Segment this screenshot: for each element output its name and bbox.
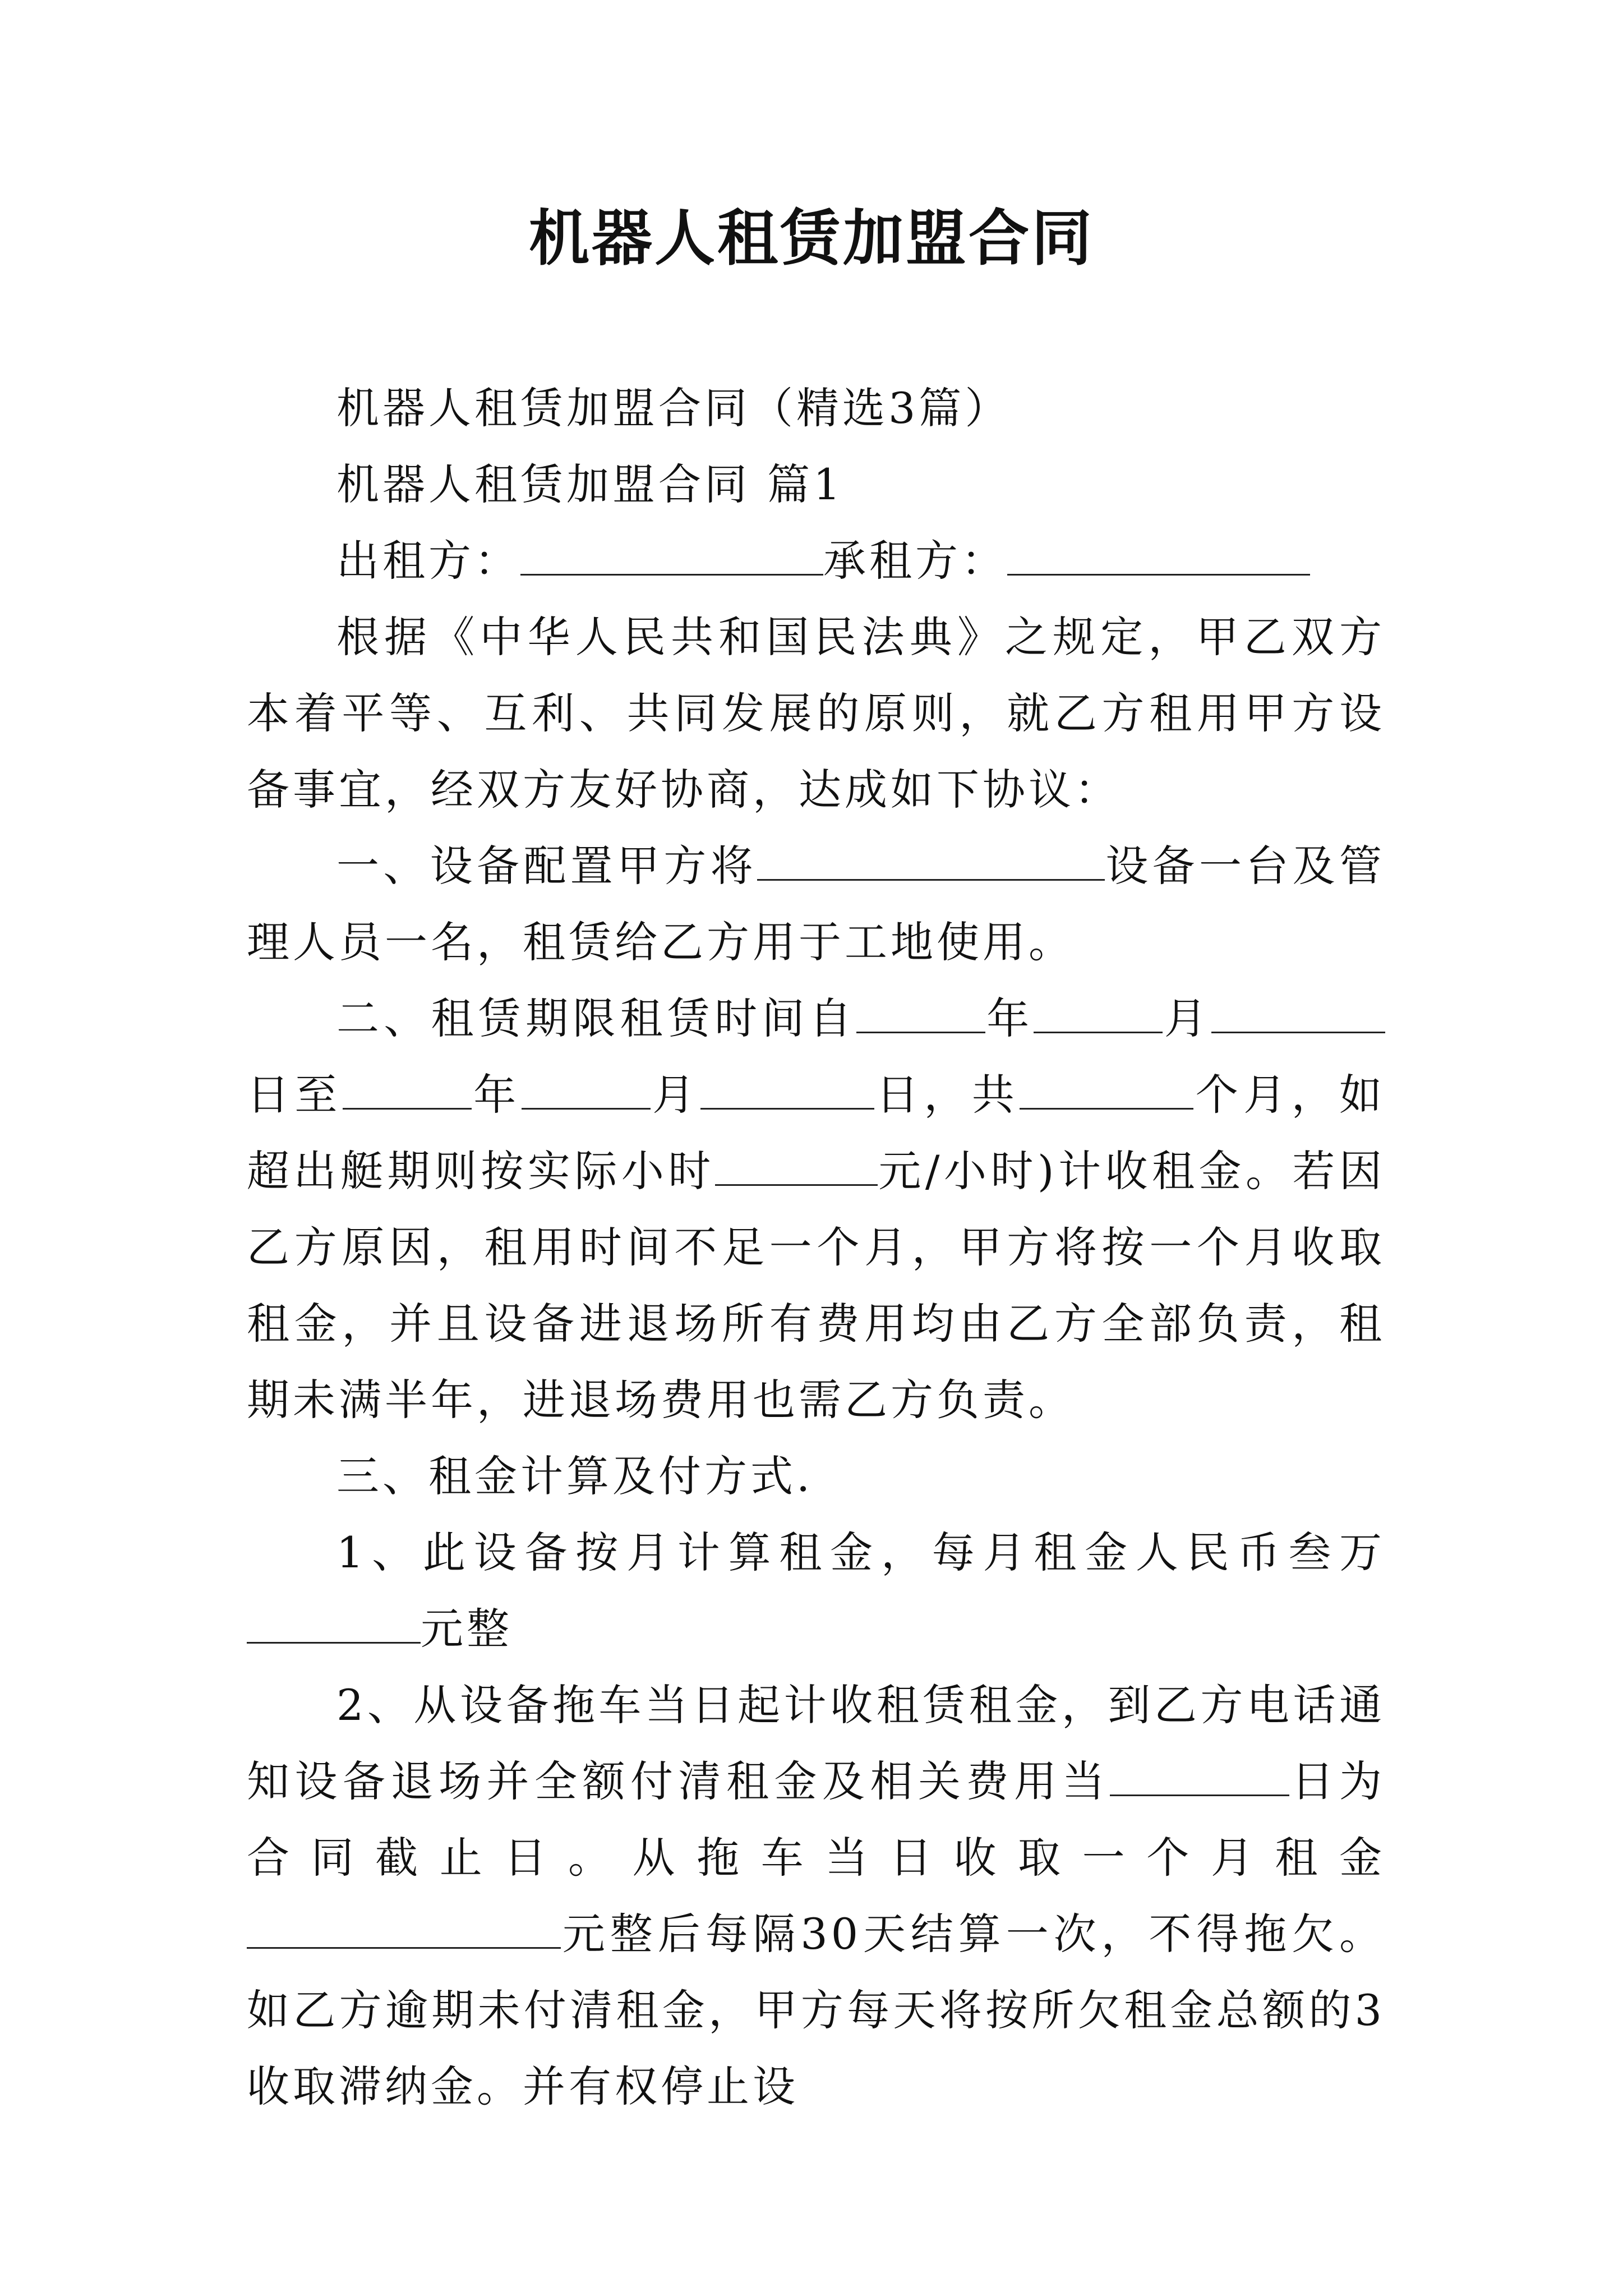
- clause-lease-term: 二、租赁期限租赁时间自 年 月日至 年 月 日，共 个月，如超出艇期则按实际小时 元/小时)计收租金。若因乙方原因，租用时间不足一个月，甲方将按一个月收取租金，并且设备进退场所有费用均由乙方全部负责，租期未满半年，进退场费用也需乙方负责。: [247, 993, 1386, 1425]
- first-rent-blank: [247, 1910, 561, 1949]
- total-months-blank: [1020, 1071, 1193, 1110]
- lessor-blank: [520, 537, 823, 576]
- start-day-blank: [1211, 995, 1385, 1033]
- document-body: [247, 370, 1385, 2125]
- end-year-blank: [343, 1071, 472, 1110]
- lessor-label: 出租方：: [336, 536, 520, 586]
- lessee-blank: [1007, 537, 1310, 576]
- clause-payment-heading: 三、租金计算及付方式.: [336, 1451, 814, 1501]
- monthly-rent-blank: [247, 1605, 421, 1644]
- hourly-rate-blank: [715, 1147, 878, 1186]
- equipment-blank: [757, 842, 1105, 881]
- preamble-paragraph: 根据《中华人民共和国民法典》之规定，甲乙双方本着平等、互利、共同发展的原则，就乙方租用甲方设备事宜，经双方友好协商，达成如下协议：: [247, 612, 1385, 815]
- document-title: 机器人租赁加盟合同: [528, 203, 1094, 274]
- clause-payment-item-2: 2、从设备拖车当日起计收租赁租金，到乙方电话通知设备退场并全额付清租金及相关费用当 日为合同截止日。从拖车当日收取一个月租金元整后每隔30天结算一次，不得拖欠。如乙方逾期未付清租金，甲方每天将按所欠租金总额的3收取滞纳金。并有权停止设: [247, 1680, 1385, 2111]
- end-date-blank: [1110, 1757, 1289, 1796]
- end-month-blank: [522, 1071, 651, 1110]
- end-day-blank: [700, 1071, 874, 1110]
- section-heading: 机器人租赁加盟合同 篇1: [336, 459, 844, 509]
- start-year-blank: [856, 995, 985, 1033]
- start-month-blank: [1034, 995, 1163, 1033]
- lessee-label: 承租方：: [823, 536, 1007, 586]
- clause-equipment: 一、设备配置甲方将 设备一台及管理人员一名，租赁给乙方用于工地使用。: [247, 841, 1385, 967]
- parties-line: [247, 523, 1385, 599]
- subtitle: 机器人租赁加盟合同（精选3篇）: [336, 383, 1011, 433]
- clause-payment-item-1: 1、此设备按月计算租金，每月租金人民币叁万元整: [247, 1515, 1385, 1667]
